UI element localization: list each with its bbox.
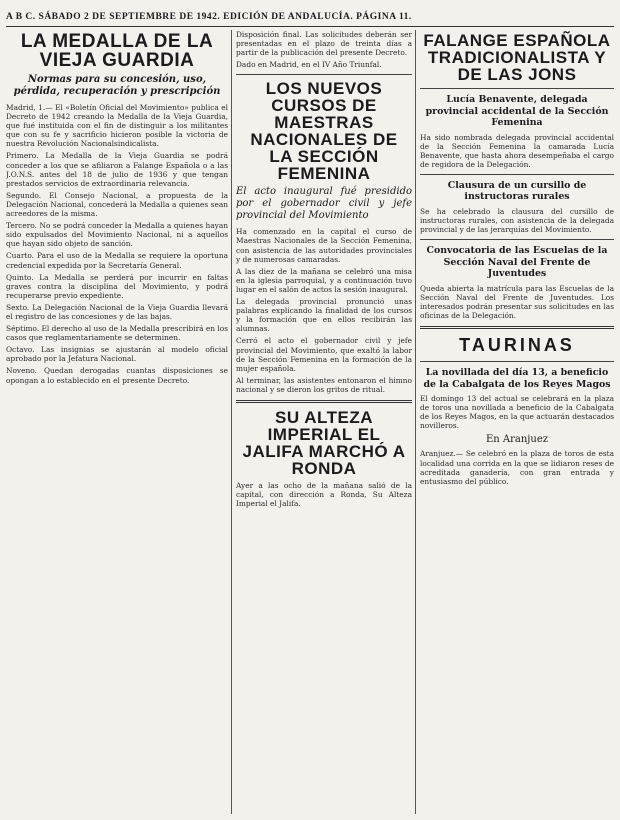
lead-cursos: El acto inaugural fué presidido por el gobernador civil y jefe provincial del Movimiento (236, 186, 412, 222)
divider (420, 326, 614, 329)
divider (236, 400, 412, 403)
paragraph: Séptimo. El derecho al uso de la Medalla prescribirá en los casos que reglamentariamente se determinen. (6, 324, 228, 343)
divider (420, 239, 614, 240)
divider (420, 361, 614, 362)
paragraph: La delegada provincial pronunció unas palabras explicando la finalidad de los cursos y la formación que en ellos recibirán las alumnas. (236, 297, 412, 334)
paragraph: Noveno. Quedan derogadas cuantas disposiciones se opongan a lo establecido en el presente Decreto. (6, 366, 228, 385)
paragraph: A las diez de la mañana se celebró una misa en la iglesia parroquial, y a continuación tuvo lugar en el salón de actos la sesión inaugural. (236, 266, 412, 294)
column-divider-1 (231, 30, 232, 814)
section-heading: La novillada del día 13, a beneficio de la Cabalgata de los Reyes Magos (423, 367, 611, 390)
article-continuation (236, 30, 412, 69)
paragraph: Quinto. La Medalla se perderá por incurrir en faltas graves contra la disciplina del Movimiento, y podrá recuperarse previo expediente. (6, 272, 228, 300)
paragraph: Cuarto. Para el uso de la Medalla se requiere la oportuna credencial expedida por la Secretaría General. (6, 251, 228, 270)
paragraph: Ayer a las ocho de la mañana salió de la capital, con dirección a Ronda, Su Alteza Imperial el Jalifa. (236, 480, 412, 509)
paragraph: Queda abierta la matrícula para las Escuelas de la Sección Naval del Frente de Juventudes. Los interesados podrán presentar sus solicitudes en las oficinas de la Delegación. (420, 283, 614, 320)
headline-jalifa: SU ALTEZA IMPERIAL EL JALIFA MARCHÓ A RONDA (242, 407, 406, 478)
headline-medalla: LA MEDALLA DE LA VIEJA GUARDIA (20, 31, 214, 71)
paragraph: Octavo. Las insignias se ajustarán al modelo oficial aprobado por la Jefatura Nacional. (6, 345, 228, 364)
column-divider-2 (415, 30, 416, 814)
column-2 (236, 30, 412, 814)
headline-cursos: LOS NUEVOS CURSOS DE MAESTRAS NACIONALES DE LA SECCIÓN FEMENINA (250, 79, 398, 184)
paragraph: Ha sido nombrada delegada provincial accidental de la Sección Femenina la camarada Lucía Benavente, que hasta ahora desempeñaba el cargo de regidora de la Delegación. (420, 132, 614, 169)
headline-falange: FALANGE ESPAÑOLA TRADICIONALISTA Y DE LAS JONS (423, 31, 611, 84)
section-heading-aranjuez: En Aranjuez (485, 434, 549, 446)
divider (236, 74, 412, 75)
masthead-top (6, 2, 614, 12)
paragraph: Se ha celebrado la clausura del cursillo de instructoras rurales, con asistencia de la delegada provincial y de las jerarquías del Movimiento. (420, 206, 614, 235)
paragraph: Primero. La Medalla de la Vieja Guardia se podrá conceder a los que se afiliaron a Falange Española o a las J.O.N.S. antes del 18 de julio de 1936 y que tengan prestados servicios de extraordinaria relevancia. (6, 151, 228, 188)
paragraph: Disposición final. Las solicitudes deberán ser presentadas en el plazo de treinta días a partir de la publicación del presente Decreto. (236, 30, 412, 58)
divider (420, 174, 614, 175)
paragraph: Cerró el acto el gobernador civil y jefe provincial del Movimiento, que exaltó la labor de la Sección Femenina en la formación de la mujer española. (236, 336, 412, 373)
column-3 (420, 30, 614, 814)
section-heading: Convocatoria de las Escuelas de la Sección Naval del Frente de Juventudes (426, 245, 608, 280)
section-heading: Clausura de un cursillo de instructoras rurales (447, 179, 587, 203)
paragraph: Sexto. La Delegación Nacional de la Vieja Guardia llevará el registro de las concesiones y de las bajas. (6, 302, 228, 321)
running-header: A B C. SÁBADO 2 DE SEPTIEMBRE DE 1942. EDICIÓN DE ANDALUCÍA. PÁGINA 11. (6, 12, 614, 27)
paragraph: Madrid, 1.— El «Boletín Oficial del Movimiento» publica el Decreto de 1942 creando la Medalla de la Vieja Guardia, que fué instituida con el fin de distinguir a los militantes que con su fe y sacrificio hicieron posible la victoria de nuestra Revolución Nacionalsindicalista. (6, 103, 228, 149)
paragraph: Ha comenzado en la capital el curso de Maestras Nacionales de la Sección Femenina, con asistencia de las autoridades provinciales y de numerosas camaradas. (236, 227, 412, 264)
article-jalifa-body (236, 481, 412, 508)
paragraph: El domingo 13 del actual se celebrará en la plaza de toros una novillada a beneficio de la Cabalgata de los Reyes Magos, en la que actuarán destacados novilleros. (420, 394, 614, 431)
article-cursos-body (236, 227, 412, 394)
paragraph: Segundo. El Consejo Nacional, a propuesta de la Delegación Nacional, concederá la Medalla a quienes sean acreedores de la misma. (6, 190, 228, 219)
paragraph: Dado en Madrid, en el IV Año Triunfal. (236, 60, 382, 70)
divider (420, 88, 614, 89)
section-title-taurinas: TAURINAS (459, 335, 575, 356)
section-heading: Lucía Benavente, delegada provincial accidental de la Sección Femenina (425, 94, 609, 128)
subhead-medalla: Normas para su concesión, uso, pérdida, recuperación y prescripción (13, 74, 221, 97)
paragraph: Aranjuez.— Se celebró en la plaza de toros de esta localidad una corrida en la que se lidiaron reses de acreditada ganadería, con gran entrada y entusiasmo del público. (420, 449, 614, 486)
article-medalla-body (6, 103, 228, 385)
paragraph: Al terminar, las asistentes entonaron el himno nacional y se dieron los gritos de ritual. (236, 375, 412, 394)
paragraph: Tercero. No se podrá conceder la Medalla a quienes hayan sido expulsados del Movimiento Nacional, ni a aquellos que hayan sido objeto de sanción. (6, 221, 228, 249)
column-1 (6, 30, 228, 814)
